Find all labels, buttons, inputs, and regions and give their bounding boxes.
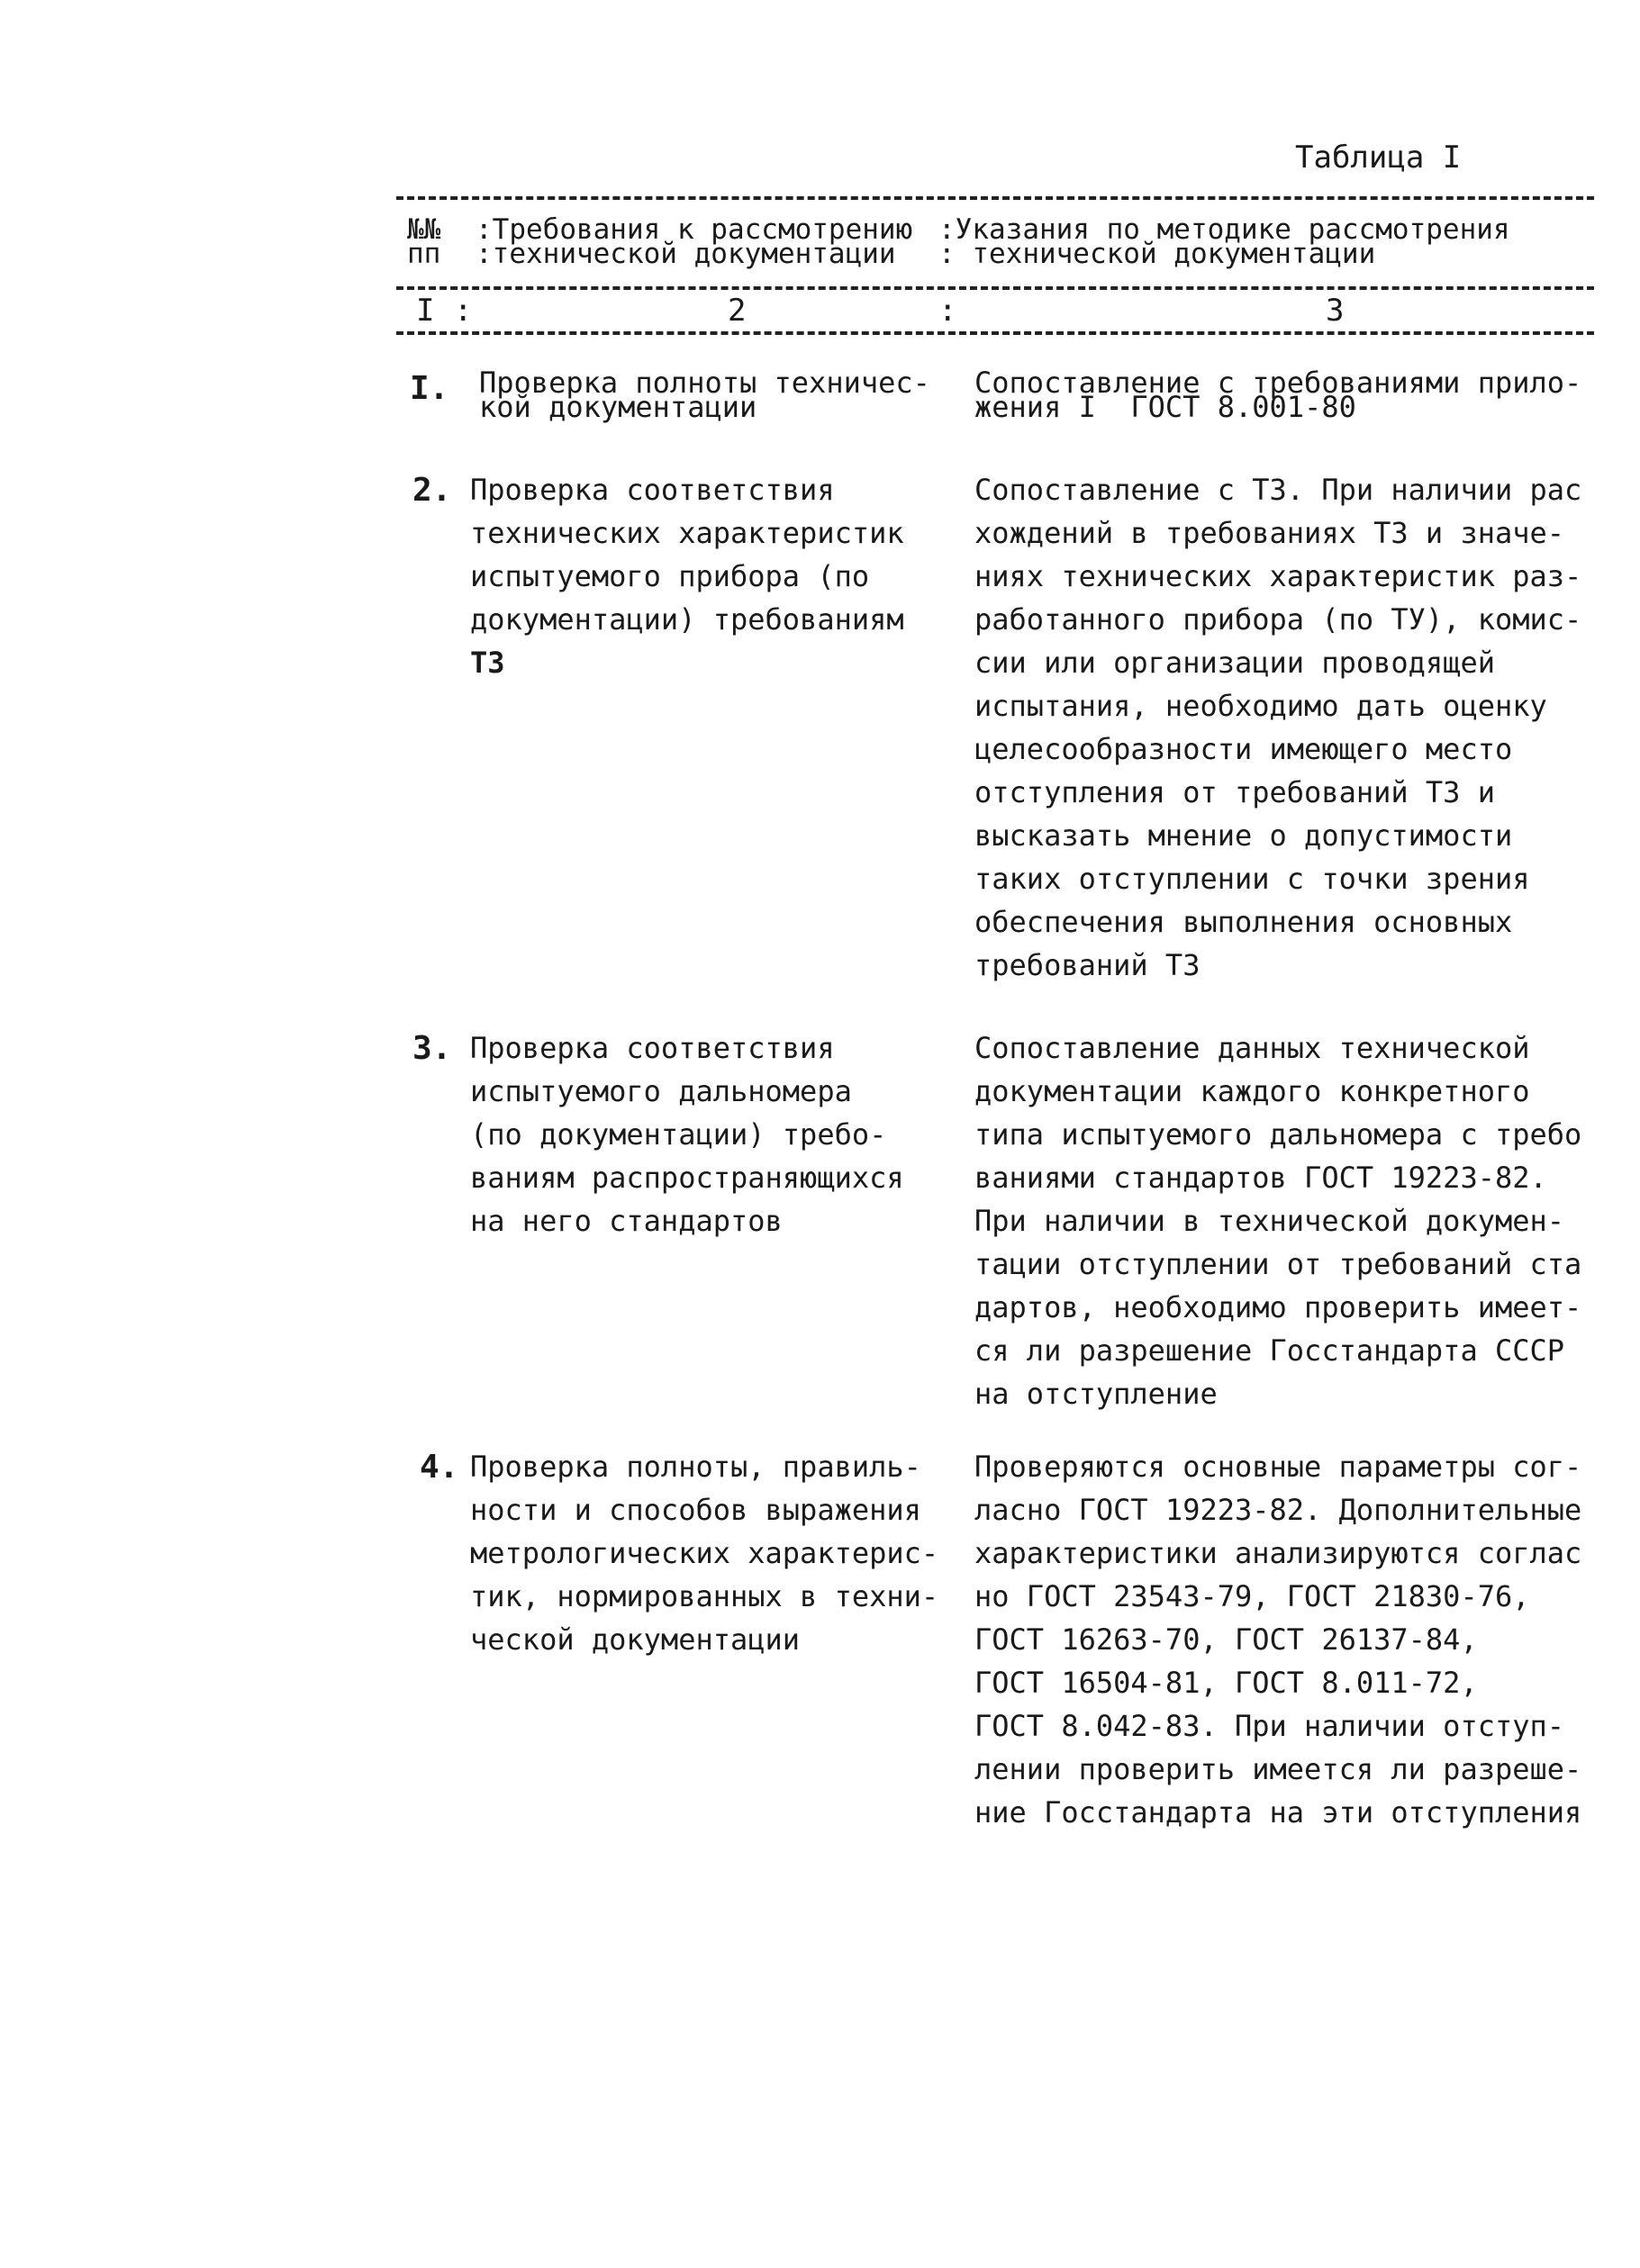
instruction-line: типа испытуемого дальномера с требо	[974, 1117, 1582, 1152]
requirement-line: (по документации) требо-	[470, 1117, 887, 1152]
instruction-line: работанного прибора (по ТУ), комис-	[974, 602, 1582, 637]
instruction-line: ГОСТ 16504-81, ГОСТ 8.011-72,	[974, 1666, 1478, 1700]
instruction-line: дартов, необходимо проверить имеет-	[974, 1290, 1582, 1324]
column-number-2: 2	[728, 293, 747, 329]
row-3-number: 3.	[412, 1030, 452, 1067]
instruction-line: ние Госстандарта на эти отступления	[974, 1795, 1582, 1830]
header-col3-line2: : технической документации	[938, 238, 1376, 270]
header-top-rule	[396, 196, 1594, 200]
requirement-line: ваниям распространяющихся	[470, 1161, 904, 1195]
requirement-line: Проверка соответствия	[470, 473, 835, 507]
instruction-line: Сопоставление с требованиями прило-	[974, 366, 1582, 400]
instruction-line: обеспечения выполнения основных	[974, 905, 1513, 939]
instruction-line: При наличии в технической докумен-	[974, 1204, 1565, 1238]
instruction-line: тации отступлении от требований ста	[974, 1247, 1582, 1281]
header-mid-rule	[396, 286, 1594, 290]
requirement-line: ности и способов выражения	[470, 1493, 921, 1527]
instruction-line: ГОСТ 16263-70, ГОСТ 26137-84,	[974, 1622, 1478, 1657]
requirement-line: Проверка полноты техничес-	[479, 366, 930, 400]
instruction-line: документации каждого конкретного	[974, 1074, 1530, 1108]
header-col3-line1: :Указания по методике рассмотрения	[938, 213, 1510, 246]
header-bottom-rule	[396, 331, 1594, 335]
row-2-number: 2.	[412, 472, 452, 509]
requirement-line: на него стандартов	[470, 1204, 783, 1238]
requirement-line: ТЗ	[470, 646, 505, 680]
row-3-instructions	[974, 1026, 1581, 1415]
table-title: Таблица I	[1295, 140, 1462, 176]
instruction-line: испытания, необходимо дать оценку	[974, 689, 1547, 723]
requirement-line: испытуемого прибора (по	[470, 559, 870, 593]
requirement-line: тик, нормированных в техни-	[470, 1579, 939, 1613]
requirement-line: ческой документации	[470, 1622, 801, 1657]
row-4-number: 4.	[420, 1449, 459, 1486]
requirement-line: технических характеристик	[470, 516, 904, 550]
instruction-line: Сопоставление с ТЗ. При наличии рас	[974, 473, 1582, 507]
instruction-line: лении проверить имеется ли разреше-	[974, 1752, 1582, 1786]
instruction-line: целесообразности имеющего место	[974, 732, 1513, 766]
column-separator: :	[454, 293, 473, 329]
row-2-instructions	[974, 468, 1581, 987]
instruction-line: высказать мнение о допустимости	[974, 818, 1513, 853]
instruction-line: ласно ГОСТ 19223-82. Дополнительные	[974, 1493, 1582, 1527]
instruction-line: хождений в требованиях ТЗ и значе-	[974, 516, 1565, 550]
row-4-instructions	[974, 1445, 1581, 1834]
column-number-1: I	[416, 293, 435, 329]
instruction-line: ниях технических характеристик раз-	[974, 559, 1582, 593]
instruction-line: характеристики анализируются соглас	[974, 1536, 1582, 1570]
row-1-number: I.	[410, 370, 449, 407]
instruction-line: сии или организации проводящей	[974, 646, 1495, 680]
row-1-requirement	[479, 366, 930, 424]
row-4-requirement	[470, 1445, 938, 1661]
instruction-line: ГОСТ 8.042-83. При наличии отступ-	[974, 1709, 1565, 1743]
header-col1-line2: пп	[407, 238, 441, 270]
requirement-line: испытуемого дальномера	[470, 1074, 852, 1108]
row-3-requirement	[470, 1026, 904, 1242]
header-col2-line1: :Требования к рассмотрению	[476, 213, 913, 246]
instruction-line: требований ТЗ	[974, 948, 1201, 982]
instruction-line: Проверяются основные параметры сог-	[974, 1450, 1582, 1484]
requirement-line: Проверка полноты, правиль-	[470, 1450, 921, 1484]
row-2-requirement	[470, 468, 904, 684]
instruction-line: таких отступлении с точки зрения	[974, 862, 1530, 896]
requirement-line: Проверка соответствия	[470, 1031, 835, 1065]
row-1-instructions	[974, 366, 1582, 424]
instruction-line: на отступление	[974, 1377, 1218, 1411]
instruction-line: отступления от требований ТЗ и	[974, 775, 1495, 809]
header-col2-line2: :технической документации	[476, 238, 896, 270]
requirement-line: документации) требованиям	[470, 602, 904, 637]
instruction-line: Сопоставление данных технической	[974, 1031, 1530, 1065]
instruction-line: жения I ГОСТ 8.001-80	[974, 390, 1356, 424]
requirement-line: кой документации	[479, 390, 757, 424]
header-col1-line1: №№	[407, 213, 441, 246]
instruction-line: ваниями стандартов ГОСТ 19223-82.	[974, 1161, 1547, 1195]
column-number-3: 3	[1326, 293, 1345, 329]
requirement-line: метрологических характерис-	[470, 1536, 939, 1570]
instruction-line: но ГОСТ 23543-79, ГОСТ 21830-76,	[974, 1579, 1530, 1613]
column-separator: :	[938, 293, 957, 329]
instruction-line: ся ли разрешение Госстандарта СССР	[974, 1333, 1565, 1368]
